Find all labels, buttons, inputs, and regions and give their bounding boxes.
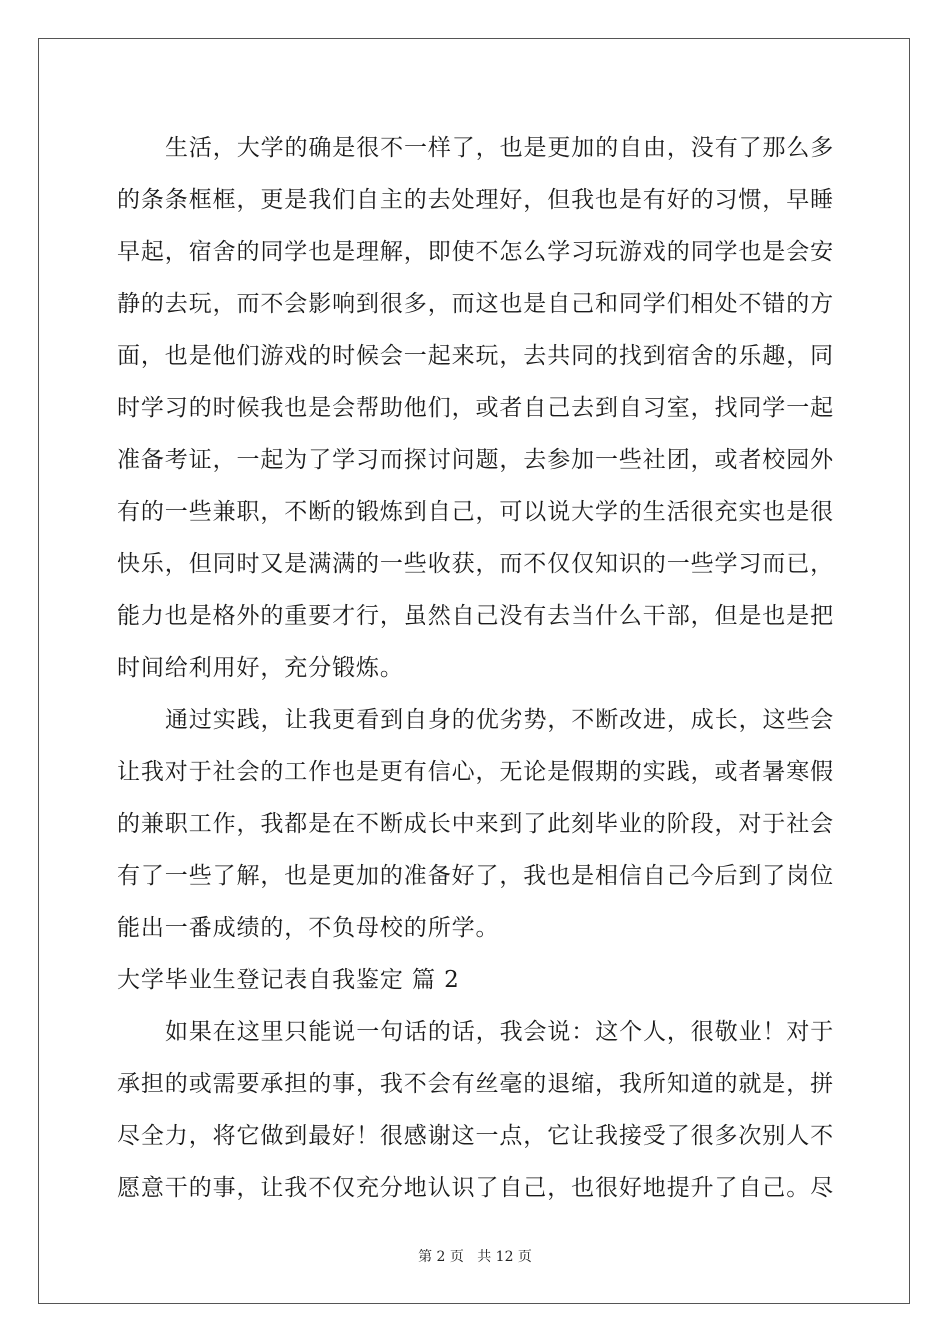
text-line: 时学习的时候我也是会帮助他们，或者自己去到自习室，找同学一起 (117, 395, 834, 421)
text-line: 承担的或需要承担的事，我不会有丝毫的退缩，我所知道的就是，拼 (117, 1071, 834, 1097)
text-line: 能力也是格外的重要才行，虽然自己没有去当什么干部，但是也是把 (117, 603, 834, 629)
text-line: 通过实践，让我更看到自身的优劣势，不断改进，成长，这些会 (165, 707, 835, 733)
text-line: 让我对于社会的工作也是更有信心，无论是假期的实践，或者暑寒假 (117, 759, 834, 785)
text-line: 尽全力，将它做到最好！很感谢这一点，它让我接受了很多次别人不 (117, 1123, 834, 1149)
document-body (117, 128, 833, 1220)
text-line: 如果在这里只能说一句话的话，我会说：这个人，很敬业！对于 (165, 1019, 835, 1045)
paragraph-2 (117, 700, 833, 960)
text-line: 静的去玩，而不会影响到很多，而这也是自己和同学们相处不错的方 (117, 291, 834, 317)
text-line: 准备考证，一起为了学习而探讨问题，去参加一些社团，或者校园外 (117, 447, 834, 473)
paragraph-3 (117, 1012, 833, 1220)
text-line: 愿意干的事，让我不仅充分地认识了自己，也很好地提升了自己。尽 (117, 1175, 834, 1201)
text-line: 有的一些兼职，不断的锻炼到自己，可以说大学的生活很充实也是很 (117, 499, 834, 525)
text-line: 有了一些了解，也是更加的准备好了，我也是相信自己今后到了岗位 (117, 863, 834, 889)
text-line: 面，也是他们游戏的时候会一起来玩，去共同的找到宿舍的乐趣，同 (117, 343, 834, 369)
text-line: 早起，宿舍的同学也是理解，即使不怎么学习玩游戏的同学也是会安 (117, 239, 834, 265)
section-heading: 大学毕业生登记表自我鉴定 篇 2 (117, 967, 460, 993)
text-line: 的条条框框，更是我们自主的去处理好，但我也是有好的习惯，早睡 (117, 187, 834, 213)
page-number-footer: 第 2 页 共 12 页 (418, 1249, 532, 1265)
paragraph-1 (117, 128, 833, 700)
text-line: 能出一番成绩的，不负母校的所学。 (117, 915, 500, 941)
text-line: 的兼职工作，我都是在不断成长中来到了此刻毕业的阶段，对于社会 (117, 811, 834, 837)
text-line: 快乐，但同时又是满满的一些收获，而不仅仅知识的一些学习而已， (117, 551, 834, 577)
text-line: 生活，大学的确是很不一样了，也是更加的自由，没有了那么多 (165, 135, 835, 161)
text-line: 时间给利用好，充分锻炼。 (117, 655, 404, 681)
